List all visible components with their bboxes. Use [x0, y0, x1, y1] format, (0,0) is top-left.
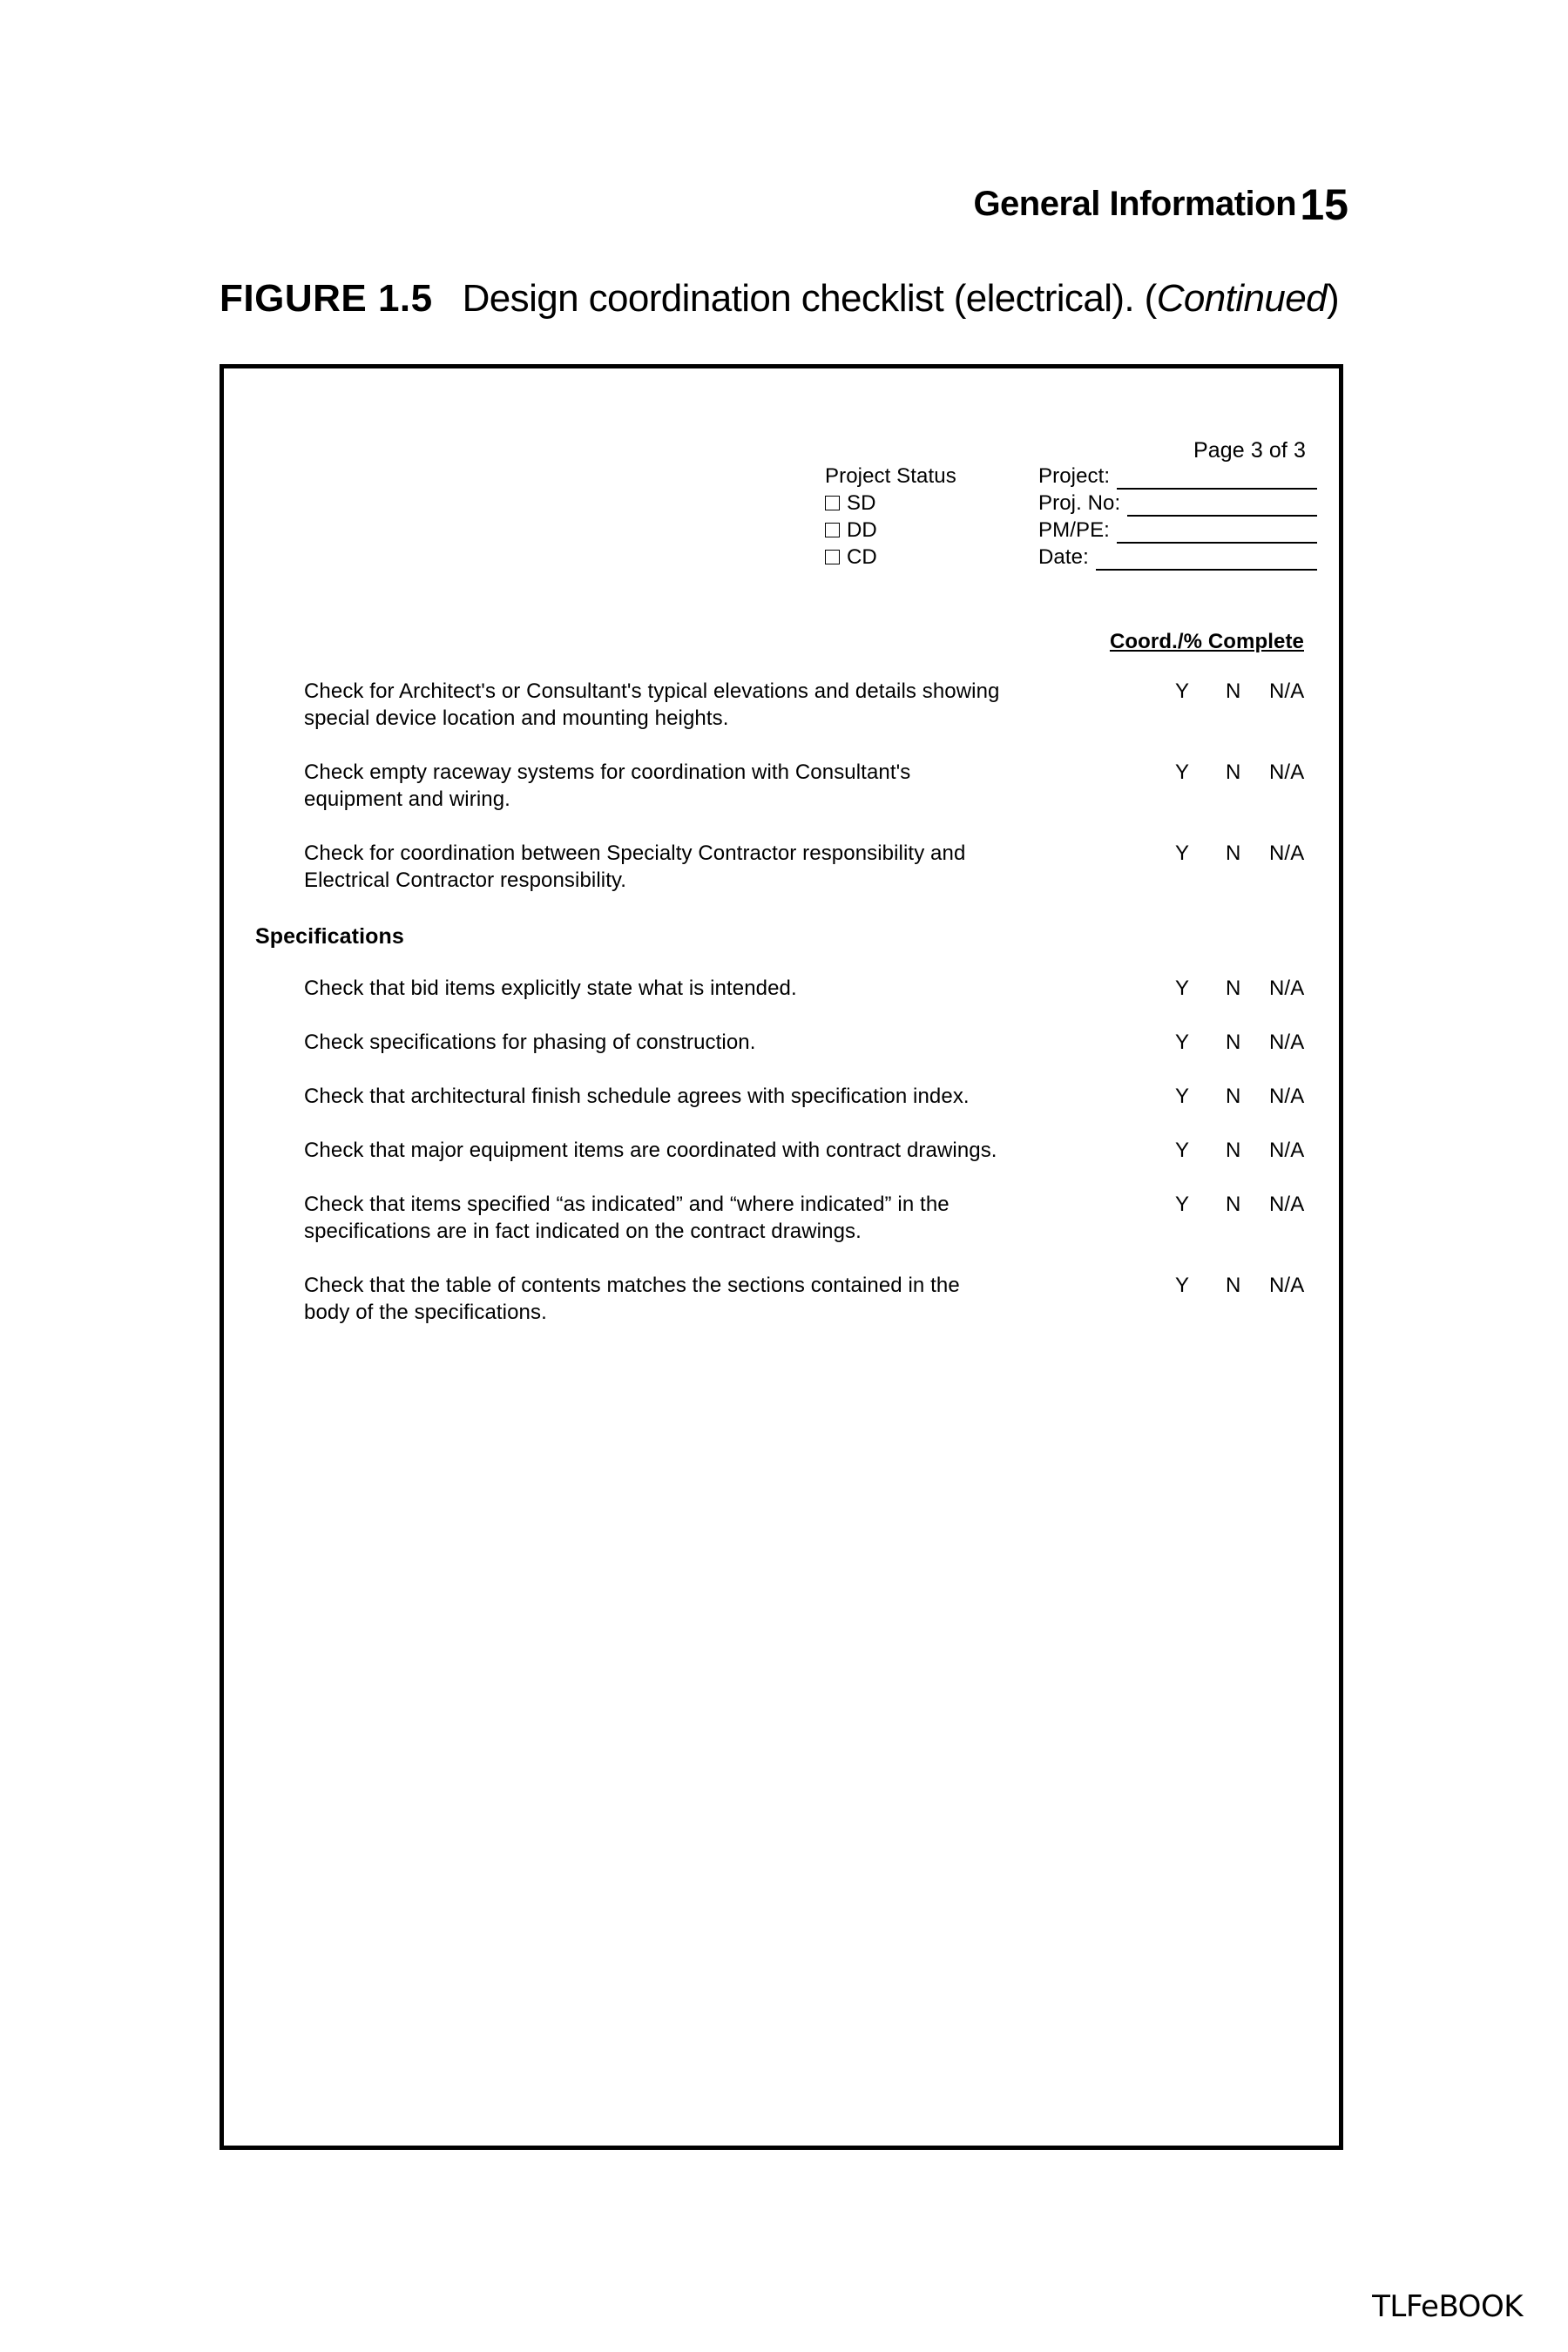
answer-yes[interactable]: Y: [1175, 977, 1190, 1000]
answer-yes[interactable]: Y: [1175, 841, 1190, 865]
checklist-item-text: Check that architectural finish schedule agrees with specification index.: [304, 1085, 970, 1108]
checklist-item-text: Check that the table of contents matches the sections contained in the body of the specifications.: [304, 1274, 960, 1324]
checklist-item: [304, 678, 1305, 732]
checklist-item-text: Check that items specified “as indicated” and “where indicated” in the specifications are in fact indicated on the contract drawings.: [304, 1193, 950, 1243]
answer-yes[interactable]: Y: [1175, 1031, 1190, 1054]
figure-label: FIGURE 1.5: [220, 277, 433, 320]
answer-options: [1175, 975, 1304, 1002]
answer-na[interactable]: N/A: [1269, 1193, 1305, 1216]
meta-proj-no: [1038, 490, 1317, 517]
answer-options: [1175, 1191, 1304, 1218]
answer-no[interactable]: N: [1226, 760, 1241, 784]
answer-yes[interactable]: Y: [1175, 1139, 1190, 1162]
proj-no-field[interactable]: [1127, 496, 1317, 517]
status-option-label: DD: [847, 518, 877, 542]
checklist-item: [304, 759, 1305, 813]
meta-pm-pe: [1038, 517, 1317, 544]
checkbox-icon[interactable]: [825, 496, 840, 510]
checklist-item: [304, 1272, 1305, 1326]
running-head: [973, 185, 1296, 224]
answer-yes[interactable]: Y: [1175, 679, 1190, 703]
project-field[interactable]: [1117, 469, 1317, 490]
answer-yes[interactable]: Y: [1175, 1085, 1190, 1108]
coord-complete-header: Coord./% Complete: [1109, 630, 1304, 653]
answer-na[interactable]: N/A: [1269, 1085, 1305, 1108]
checklist-item-text: Check empty raceway systems for coordination with Consultant's equipment and wiring.: [304, 760, 911, 811]
answer-options: [1175, 1272, 1304, 1299]
checklist-item: [304, 1083, 1305, 1110]
answer-no[interactable]: N: [1226, 1031, 1241, 1054]
answer-yes[interactable]: Y: [1175, 760, 1190, 784]
checkbox-icon[interactable]: [825, 523, 840, 537]
pm-pe-field[interactable]: [1117, 523, 1317, 544]
meta-label: Proj. No:: [1038, 491, 1121, 515]
figure-title-close: ): [1326, 277, 1339, 320]
status-option-label: CD: [847, 545, 877, 569]
checklist-item-text: Check that major equipment items are coordinated with contract drawings.: [304, 1139, 997, 1162]
answer-na[interactable]: N/A: [1269, 1139, 1305, 1162]
figure-caption: [220, 277, 1339, 321]
answer-no[interactable]: N: [1226, 1085, 1241, 1108]
answer-na[interactable]: N/A: [1269, 679, 1305, 703]
checklist-item: [304, 840, 1305, 894]
checklist-form-body: [224, 368, 1339, 2146]
checkbox-icon[interactable]: [825, 550, 840, 564]
answer-options: [1175, 1029, 1304, 1056]
project-status-title: Project Status: [825, 464, 956, 488]
answer-options: [1175, 840, 1304, 867]
checklist-item-text: Check for Architect's or Consultant's typical elevations and details showing special device location and mounting heights.: [304, 679, 1000, 730]
checklist-item-text: Check for coordination between Specialty Contractor responsibility and Electrical Contractor responsibility.: [304, 841, 966, 892]
answer-options: [1175, 1137, 1304, 1164]
answer-yes[interactable]: Y: [1175, 1193, 1190, 1216]
checklist-item-text: Check that bid items explicitly state what is intended.: [304, 977, 797, 1000]
answer-na[interactable]: N/A: [1269, 760, 1305, 784]
figure-title-text: Design coordination checklist (electrical). (: [462, 277, 1157, 320]
project-status-block: [825, 463, 956, 571]
meta-label: PM/PE:: [1038, 518, 1110, 542]
status-option-cd[interactable]: [825, 544, 956, 571]
footer-watermark: TLFeBOOK: [1372, 2289, 1523, 2324]
answer-na[interactable]: N/A: [1269, 977, 1305, 1000]
status-option-label: SD: [847, 491, 876, 515]
checklist-item: [304, 1137, 1305, 1164]
checklist-item: [304, 975, 1305, 1002]
section-title-specifications: Specifications: [255, 924, 404, 949]
answer-na[interactable]: N/A: [1269, 841, 1305, 865]
answer-options: [1175, 759, 1304, 786]
figure-title: [463, 277, 1339, 320]
meta-project: [1038, 463, 1317, 490]
checklist-item: [304, 1029, 1305, 1056]
meta-date: [1038, 544, 1317, 571]
meta-label: Project:: [1038, 464, 1111, 488]
page-indicator: Page 3 of 3: [1193, 438, 1306, 463]
answer-na[interactable]: N/A: [1269, 1031, 1305, 1054]
page-number: 15: [1300, 180, 1348, 229]
status-option-sd[interactable]: [825, 490, 956, 517]
answer-no[interactable]: N: [1226, 841, 1241, 865]
answer-yes[interactable]: Y: [1175, 1274, 1190, 1297]
running-head-title: General Information: [973, 185, 1296, 223]
checklist-item-text: Check specifications for phasing of construction.: [304, 1031, 756, 1054]
answer-no[interactable]: N: [1226, 679, 1241, 703]
date-field[interactable]: [1096, 550, 1317, 571]
status-option-dd[interactable]: [825, 517, 956, 544]
checklist-item: [304, 1191, 1305, 1245]
answer-no[interactable]: N: [1226, 977, 1241, 1000]
answer-no[interactable]: N: [1226, 1139, 1241, 1162]
answer-options: [1175, 678, 1304, 705]
answer-options: [1175, 1083, 1304, 1110]
meta-label: Date:: [1038, 545, 1089, 569]
answer-na[interactable]: N/A: [1269, 1274, 1305, 1297]
answer-no[interactable]: N: [1226, 1193, 1241, 1216]
project-meta-block: [1038, 463, 1317, 571]
answer-no[interactable]: N: [1226, 1274, 1241, 1297]
checklist-form: [220, 364, 1343, 2150]
figure-continued: Continued: [1156, 277, 1327, 320]
